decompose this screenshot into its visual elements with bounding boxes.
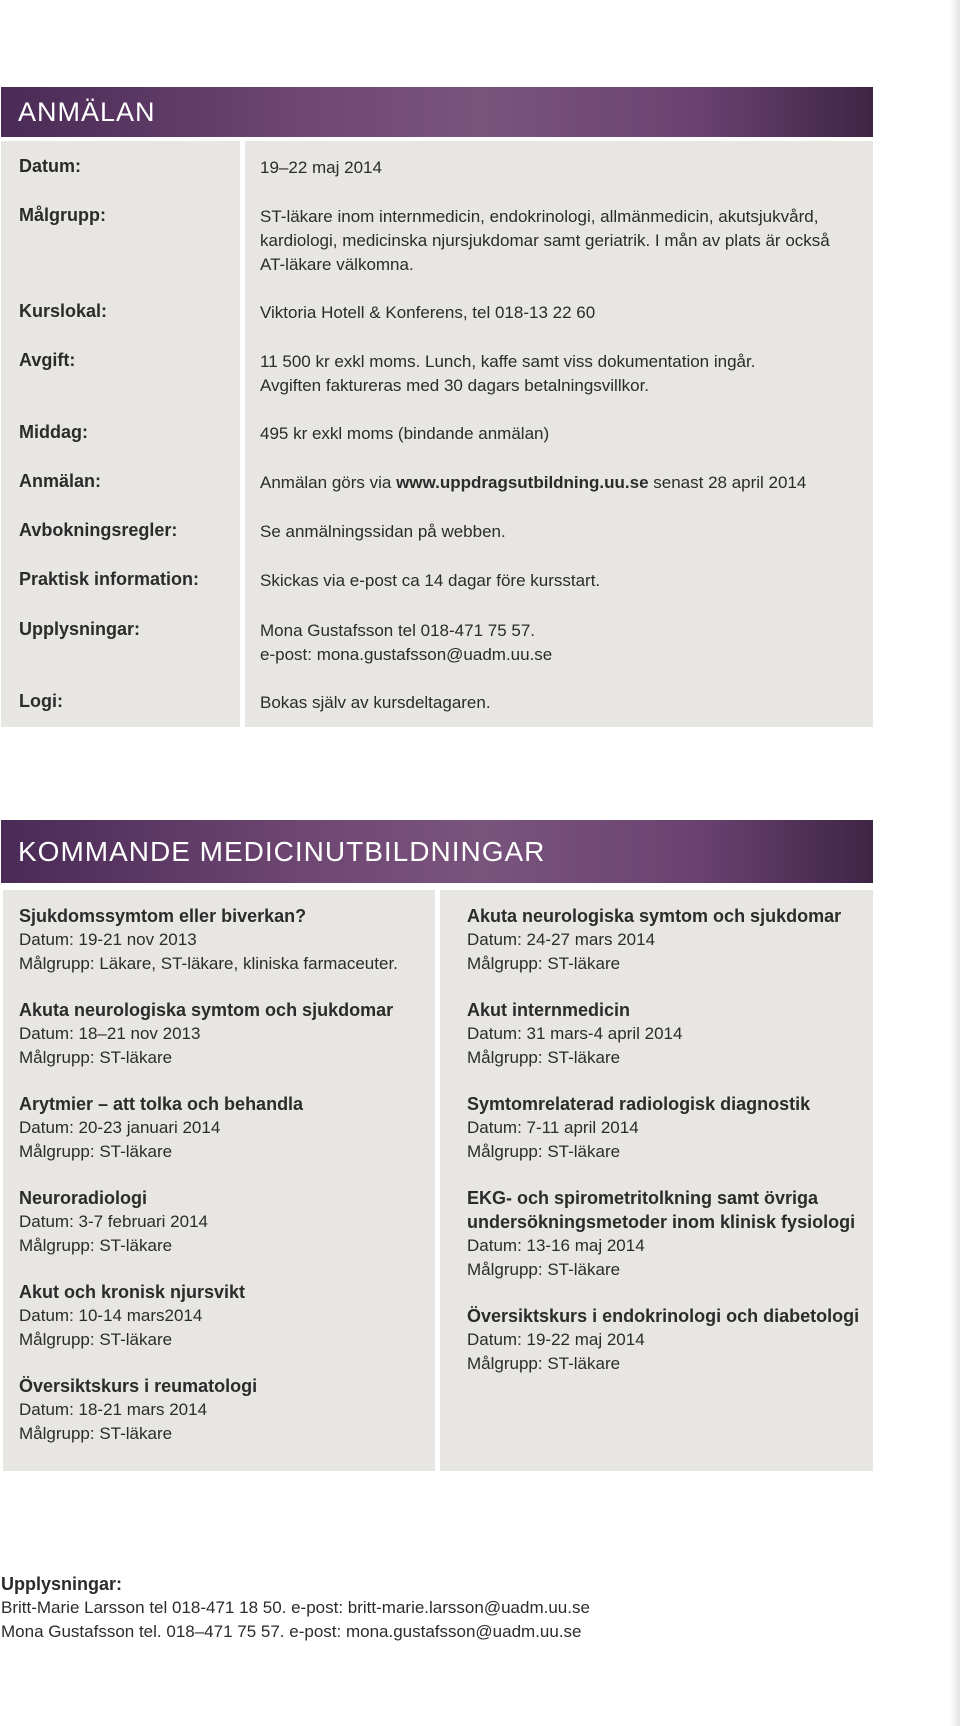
course-date: Datum: 7-11 april 2014 [467, 1118, 639, 1137]
course-date: Datum: 31 mars-4 april 2014 [467, 1024, 683, 1043]
row-value: Se anmälningssidan på webben. [260, 522, 506, 541]
footer-title: Upplysningar: [1, 1574, 123, 1594]
course-title: Översiktskurs i endokrinologi och diabetologi [467, 1306, 860, 1326]
row-value: ST-läkare inom internmedicin, endokrinologi, allmänmedicin, akutsjukvård, kardiologi, medicinska njursjukdomar samt geriatrik. I mån av plats är också AT-läkare välkomna. [260, 207, 830, 274]
footer-contact-line: Britt-Marie Larsson tel 018-471 18 50. e-post: britt-marie.larsson@uadm.uu.se [1, 1598, 590, 1617]
courses-left-column [19, 904, 419, 1468]
row-label: Logi: [19, 691, 63, 711]
row-label: Avgift: [19, 350, 76, 370]
row-label: Anmälan: [19, 471, 102, 491]
row-label: Middag: [19, 422, 88, 442]
course-date: Datum: 18–21 nov 2013 [19, 1024, 201, 1043]
course-item [19, 998, 419, 1070]
course-item [19, 1280, 419, 1352]
row-value: Anmälan görs via www.uppdragsutbildning.uu.se senast 28 april 2014 [260, 473, 807, 492]
course-group: Målgrupp: ST-läkare [19, 1142, 173, 1161]
footer-contact-line: Mona Gustafsson tel. 018–471 75 57. e-post: mona.gustafsson@uadm.uu.se [1, 1622, 582, 1641]
course-group: Målgrupp: ST-läkare [467, 1048, 621, 1067]
courses-right-column [467, 904, 867, 1398]
course-date: Datum: 10-14 mars2014 [19, 1306, 203, 1325]
course-date: Datum: 19-22 maj 2014 [467, 1330, 645, 1349]
row-value: 495 kr exkl moms (bindande anmälan) [260, 424, 550, 443]
course-date: Datum: 20-23 januari 2014 [19, 1118, 221, 1137]
row-label: Praktisk information: [19, 569, 200, 589]
course-date: Datum: 13-16 maj 2014 [467, 1236, 645, 1255]
row-value: Skickas via e-post ca 14 dagar före kursstart. [260, 571, 601, 590]
registration-heading-banner [1, 87, 873, 137]
course-item [467, 904, 867, 976]
course-title: Översiktskurs i reumatologi [19, 1376, 258, 1396]
course-title: Akut och kronisk njursvikt [19, 1282, 246, 1302]
course-group: Målgrupp: ST-läkare [467, 1260, 621, 1279]
row-label: Avbokningsregler: [19, 520, 178, 540]
course-title: Arytmier – att tolka och behandla [19, 1094, 304, 1114]
courses-heading-banner [1, 820, 873, 883]
course-group: Målgrupp: ST-läkare [19, 1330, 173, 1349]
course-date: Datum: 3-7 februari 2014 [19, 1212, 208, 1231]
footer-contact [1, 1572, 901, 1644]
row-label: Upplysningar: [19, 619, 141, 639]
course-item [19, 904, 419, 976]
registration-heading: ANMÄLAN [18, 96, 156, 127]
page-edge-strip [950, 0, 960, 1726]
course-group: Målgrupp: ST-läkare [467, 954, 621, 973]
row-label: Kurslokal: [19, 301, 108, 321]
row-value: 19–22 maj 2014 [260, 158, 382, 177]
course-group: Målgrupp: ST-läkare [19, 1236, 173, 1255]
course-group: Målgrupp: ST-läkare [467, 1354, 621, 1373]
row-label: Datum: [19, 156, 81, 176]
course-title: Neuroradiologi [19, 1188, 148, 1208]
course-title: Akut internmedicin [467, 1000, 631, 1020]
course-date: Datum: 24-27 mars 2014 [467, 930, 656, 949]
course-date: Datum: 19-21 nov 2013 [19, 930, 197, 949]
course-title: Akuta neurologiska symtom och sjukdomar [19, 1000, 394, 1020]
course-group: Målgrupp: ST-läkare [467, 1142, 621, 1161]
course-date: Datum: 18-21 mars 2014 [19, 1400, 208, 1419]
row-value: 11 500 kr exkl moms. Lunch, kaffe samt viss dokumentation ingår. Avgiften faktureras med 30 dagars betalningsvillkor. [260, 352, 756, 395]
course-item [467, 998, 867, 1070]
row-value: Mona Gustafsson tel 018-471 75 57. e-post: mona.gustafsson@uadm.uu.se [260, 621, 553, 664]
course-title: Akuta neurologiska symtom och sjukdomar [467, 906, 842, 926]
course-item [19, 1374, 419, 1446]
course-title: Sjukdomssymtom eller biverkan? [19, 906, 307, 926]
row-value: Bokas själv av kursdeltagaren. [260, 693, 491, 712]
course-item [467, 1304, 867, 1376]
courses-heading: KOMMANDE MEDICINUTBILDNINGAR [18, 835, 546, 867]
row-value: Viktoria Hotell & Konferens, tel 018-13 22 60 [260, 303, 596, 322]
course-title: EKG- och spirometritolkning samt övriga [467, 1188, 819, 1208]
course-title-continued: undersökningsmetoder inom klinisk fysiologi [467, 1212, 856, 1232]
course-item [19, 1092, 419, 1164]
course-item [467, 1092, 867, 1164]
course-title: Symtomrelaterad radiologisk diagnostik [467, 1094, 811, 1114]
course-group: Målgrupp: ST-läkare [19, 1424, 173, 1443]
course-group: Målgrupp: Läkare, ST-läkare, kliniska farmaceuter. [19, 954, 398, 973]
course-item [19, 1186, 419, 1258]
row-label: Målgrupp: [19, 205, 106, 225]
course-group: Målgrupp: ST-läkare [19, 1048, 173, 1067]
course-item [467, 1186, 867, 1282]
registration-link[interactable]: www.uppdragsutbildning.uu.se [396, 473, 649, 492]
